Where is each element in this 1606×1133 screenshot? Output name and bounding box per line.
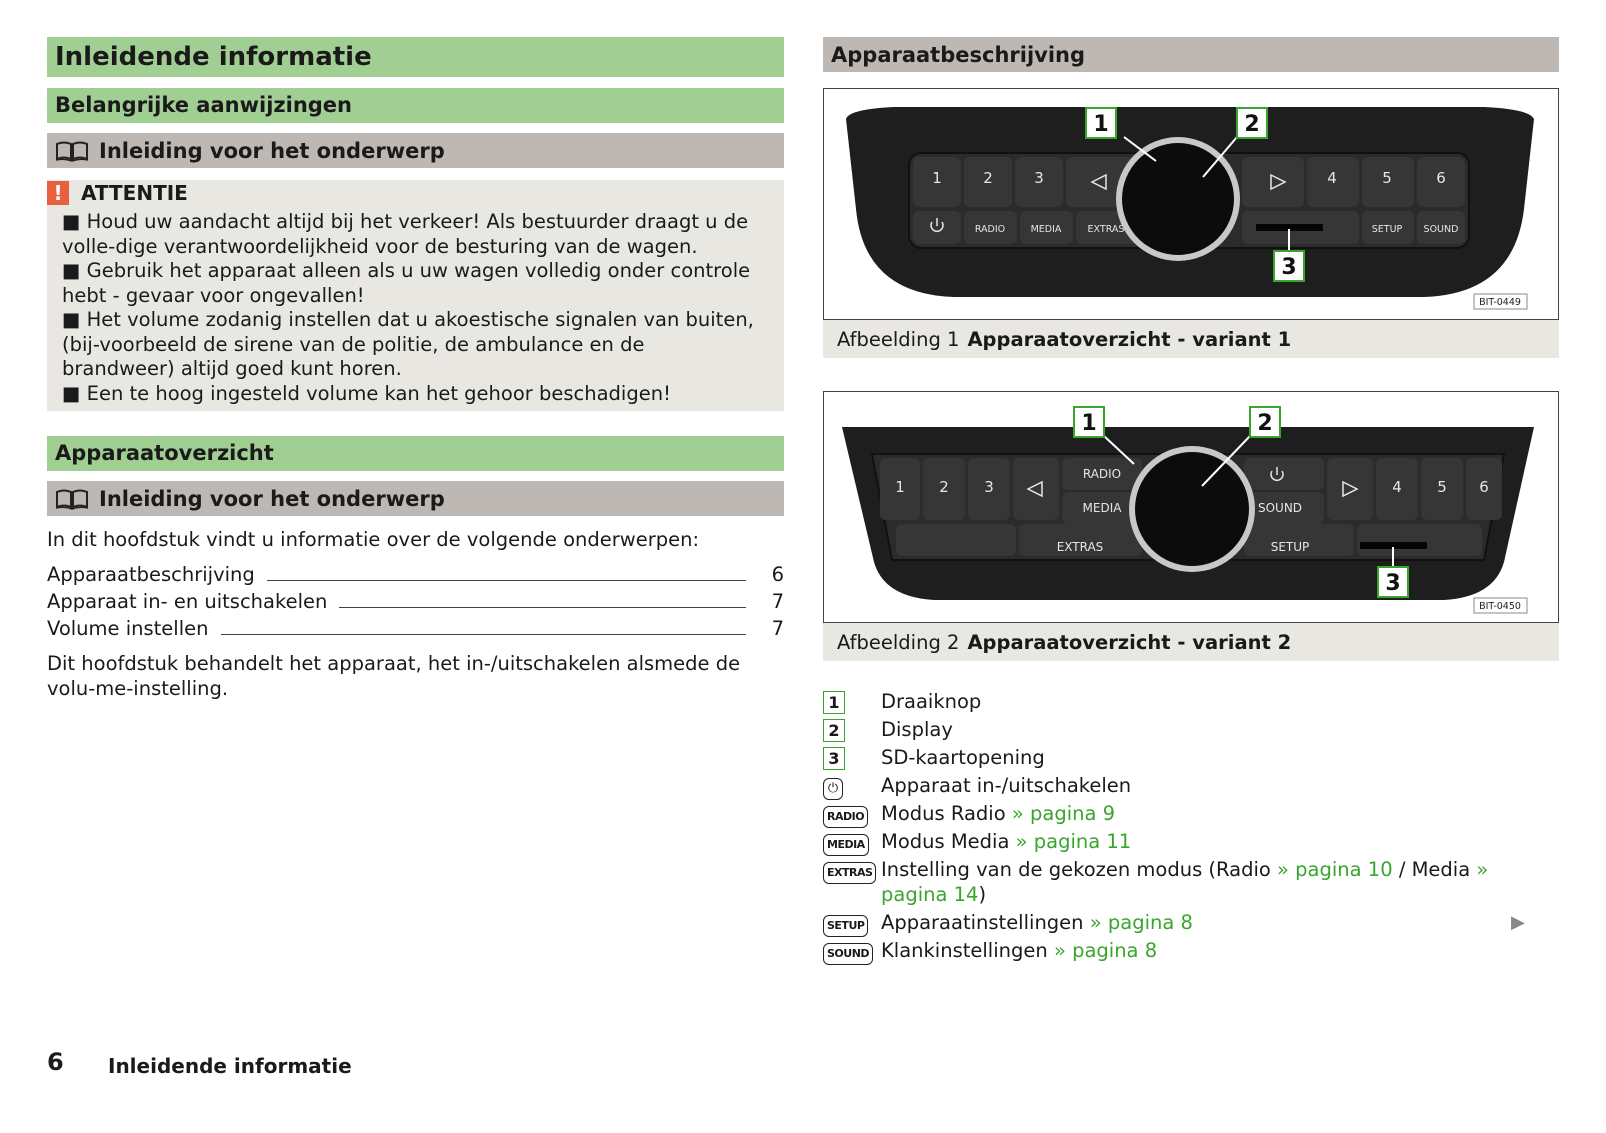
section-title-belangrijke-aanwijzingen: Belangrijke aanwijzingen	[47, 88, 784, 123]
legend-text-end: )	[978, 882, 987, 906]
button-3-label: 3	[984, 478, 994, 496]
section-title-text: Apparaatbeschrijving	[831, 42, 1086, 67]
callout-1-label: 1	[1081, 411, 1097, 436]
button-2-label: 2	[939, 478, 949, 496]
legend-row-setup	[823, 911, 1559, 937]
callout-2-label: 2	[1257, 411, 1273, 436]
button-4-label: 4	[1327, 169, 1337, 187]
section-title-apparaatbeschrijving	[823, 37, 1559, 72]
toc-label: Volume instellen	[47, 617, 209, 640]
legend-text-mid: / Media	[1392, 858, 1477, 881]
radio-label: RADIO	[974, 224, 1006, 235]
warning-item: ■ Gebruik het apparaat alleen als u uw wagen volledig onder controle hebt - gevaar voor ongevallen!	[62, 259, 751, 307]
warning-box	[47, 180, 784, 411]
extras-label: EXTRAS	[1056, 540, 1104, 554]
legend-text: Display	[881, 718, 953, 741]
radio-unit-variant-2-image	[824, 392, 1558, 621]
legend-key-2: 2	[823, 719, 845, 742]
figure-2-caption	[823, 623, 1559, 661]
legend-key-1: 1	[823, 691, 845, 714]
legend-text: Apparaatinstellingen	[881, 911, 1090, 934]
button-5-label: 5	[1437, 478, 1447, 496]
sound-label: SOUND	[1423, 224, 1459, 235]
section-title-apparaatoverzicht: Apparaatoverzicht	[47, 436, 784, 471]
setup-label: SETUP	[1371, 224, 1403, 235]
book-icon	[55, 488, 89, 510]
warning-text	[62, 210, 762, 406]
outro-text: Dit hoofdstuk behandelt het apparaat, het in-/uitschakelen alsmede de volu-me-instelling.	[47, 652, 741, 700]
button-4-label: 4	[1392, 478, 1402, 496]
callout-2-label: 2	[1244, 112, 1260, 137]
media-label: MEDIA	[1082, 501, 1122, 515]
radio-unit-variant-1-image	[824, 89, 1558, 318]
callout-3-label: 3	[1281, 255, 1297, 280]
button-next[interactable]	[1327, 458, 1373, 520]
toc-leader	[267, 580, 746, 581]
legend-text: Instelling van de gekozen modus (Radio	[881, 858, 1278, 881]
legend-row-display	[823, 718, 1559, 743]
page-link[interactable]: » pagina 11	[1015, 830, 1132, 853]
power-button[interactable]	[913, 211, 961, 244]
sound-button-icon: SOUND	[823, 943, 873, 965]
caption-prefix: Afbeelding 2	[837, 630, 960, 654]
toc-page: 7	[771, 617, 784, 640]
rotary-knob[interactable]	[1135, 452, 1249, 566]
radio-button-icon: RADIO	[823, 806, 868, 828]
button-2-label: 2	[983, 169, 993, 187]
caption-title: Apparaatoverzicht - variant 1	[967, 327, 1292, 351]
legend-key-3: 3	[823, 747, 845, 770]
button-1-label: 1	[932, 169, 942, 187]
page-link[interactable]: » pagina 8	[1053, 939, 1158, 962]
radio-label: RADIO	[1082, 467, 1122, 481]
legend-text: SD-kaartopening	[881, 746, 1045, 769]
extras-button-icon: EXTRAS	[823, 862, 876, 884]
warning-header	[47, 180, 188, 206]
legend-row-sound	[823, 939, 1559, 965]
legend-text: Klankinstellingen	[881, 939, 1054, 962]
warning-icon: !	[47, 181, 69, 205]
extras-label: EXTRAS	[1087, 224, 1125, 235]
button-6-label: 6	[1436, 169, 1446, 187]
legend-row-sd-kaartopening	[823, 746, 1559, 771]
legend-text: Draaiknop	[881, 690, 982, 713]
legend-text: Modus Radio	[881, 802, 1012, 825]
power-button[interactable]	[1244, 458, 1324, 490]
legend-row-media	[823, 830, 1559, 856]
toc-label: Apparaat in- en uitschakelen	[47, 590, 328, 613]
subsection-title-1	[47, 133, 784, 168]
page-link[interactable]: » pagina 14	[881, 858, 1489, 906]
chapter-title: Inleidende informatie	[47, 37, 784, 77]
toc-row[interactable]	[47, 587, 784, 613]
figure-code: BIT-0450	[1479, 601, 1521, 612]
figure-2	[823, 391, 1559, 623]
power-icon: ⏻	[823, 778, 843, 800]
setup-label: SETUP	[1270, 540, 1310, 554]
button-1-label: 1	[895, 478, 905, 496]
button-3-label: 3	[1034, 169, 1044, 187]
warning-label: ATTENTIE	[81, 181, 188, 205]
sd-slot-area	[1357, 524, 1482, 556]
legend-row-draaiknop	[823, 690, 1559, 715]
callout-1-label: 1	[1093, 112, 1109, 137]
button-5-label: 5	[1382, 169, 1392, 187]
legend-text: Apparaat in-/uitschakelen	[881, 774, 1132, 797]
page-link[interactable]: » pagina 8	[1089, 911, 1193, 934]
page-link[interactable]: » pagina 10	[1277, 858, 1393, 881]
legend-text: Modus Media	[881, 830, 1016, 853]
toc-label: Apparaatbeschrijving	[47, 563, 255, 586]
legend-row-radio	[823, 802, 1559, 828]
media-button-icon: MEDIA	[823, 834, 869, 856]
toc-row[interactable]	[47, 560, 784, 586]
continue-arrow-icon[interactable]: ▶	[1511, 912, 1525, 933]
page-link[interactable]: » pagina 9	[1011, 802, 1116, 825]
caption-prefix: Afbeelding 1	[837, 327, 960, 351]
toc-page: 6	[771, 563, 784, 586]
warning-item: ■ Houd uw aandacht altijd bij het verkeer! Als bestuurder draagt u de volle-dige verantwoordelijkheid voor de besturing van de wagen.	[62, 210, 749, 258]
button-prev[interactable]	[1013, 458, 1059, 520]
setup-button-icon: SETUP	[823, 915, 868, 937]
intro-text: In dit hoofdstuk vindt u informatie over de volgende onderwerpen:	[47, 528, 700, 551]
sound-label: SOUND	[1257, 501, 1303, 515]
callout-3-label: 3	[1385, 571, 1401, 596]
toc-row[interactable]	[47, 614, 784, 640]
figure-1-caption	[823, 320, 1559, 358]
button-6-label: 6	[1479, 478, 1489, 496]
figure-1	[823, 88, 1559, 320]
subsection-title-2-text: Inleiding voor het onderwerp	[99, 486, 445, 511]
toc-leader	[221, 634, 747, 635]
subsection-title-2	[47, 481, 784, 516]
bottom-left-blank	[896, 524, 1016, 556]
legend-row-extras	[823, 858, 1559, 907]
button-next[interactable]	[1242, 157, 1304, 207]
book-icon	[55, 140, 89, 162]
subsection-title-1-text: Inleiding voor het onderwerp	[99, 138, 445, 163]
warning-item: ■ Het volume zodanig instellen dat u akoestische signalen van buiten, (bij-voorbeeld de sirene van de politie, de ambulance en de brandweer) altijd goed kunt horen.	[62, 308, 754, 380]
figure-code: BIT-0449	[1479, 297, 1521, 308]
footer-page-number: 6	[47, 1048, 64, 1076]
toc-leader	[339, 607, 746, 608]
legend-row-power	[823, 774, 1559, 800]
media-label: MEDIA	[1030, 224, 1062, 235]
caption-title: Apparaatoverzicht - variant 2	[967, 630, 1292, 654]
footer-chapter-title: Inleidende informatie	[108, 1054, 352, 1078]
warning-item: ■ Een te hoog ingesteld volume kan het gehoor beschadigen!	[62, 381, 671, 405]
toc-page: 7	[771, 590, 784, 613]
